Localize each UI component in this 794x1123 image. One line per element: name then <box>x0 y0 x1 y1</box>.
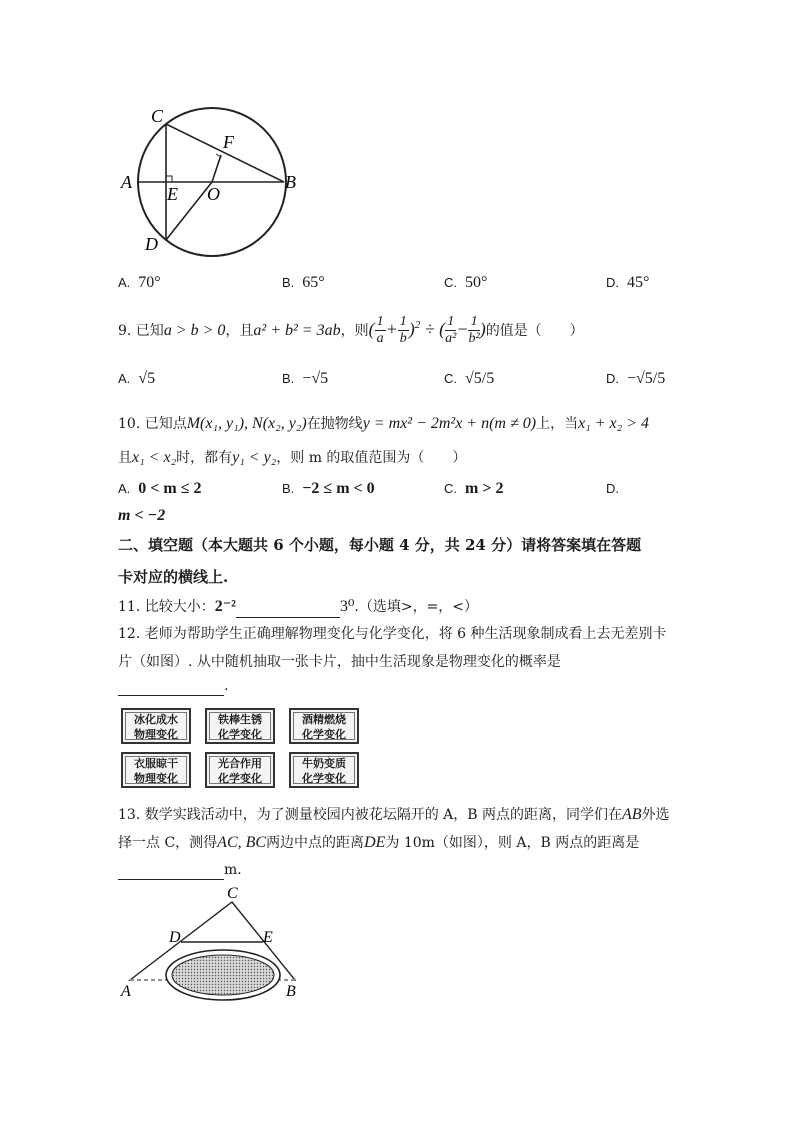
tri-label-C: C <box>227 885 238 902</box>
label-O: O <box>207 184 220 204</box>
q9-option-b: −√5 <box>302 370 329 387</box>
section-heading-cont: 卡对应的横线上. <box>118 568 229 586</box>
tri-label-D: D <box>169 929 181 946</box>
label-D: D <box>145 234 158 254</box>
q12-line2: 片（如图）. 从中随机抽取一张卡片，抽中生活现象是物理变化的概率是 <box>118 654 561 670</box>
q9-stem: 9. 已知a > b > 0，且a² + b² = 3ab，则( $\frac{1}{a}$ + $\frac{1}{b}$ )$^2$ ÷ ( $\frac{1}{\text{a²}}$ − $\frac{1}{\text{b²}}$ )的值是（ ） <box>118 314 584 347</box>
q9-option-c: √5/5 <box>465 370 495 387</box>
card-6: 牛奶变质 化学变化 <box>289 752 359 788</box>
q13-answer-blank[interactable] <box>118 863 224 880</box>
card-4: 衣服晾干 物理变化 <box>121 752 191 788</box>
q10-line2: 且x₁ < x₂时，都有y₁ < y₂，则 m 的取值范围为（ ） <box>118 449 467 466</box>
tri-label-B: B <box>286 983 296 1000</box>
q11-answer-blank[interactable] <box>236 603 340 618</box>
tri-label-A: A <box>121 983 131 1000</box>
q13-answer: m. <box>118 860 242 880</box>
label-A: A <box>121 172 132 192</box>
card-2: 铁棒生锈 化学变化 <box>205 708 275 744</box>
q9-options: A. √5 B. −√5 C. √5/5 D. −√5/5 <box>118 370 666 387</box>
card-3: 酒精燃烧 化学变化 <box>289 708 359 744</box>
q12-line1: 12. 老师为帮助学生正确理解物理变化与化学变化，将 6 种生活现象制成看上去无差别卡 <box>118 626 667 642</box>
circle-figure <box>115 100 315 260</box>
q11: 11. 比较大小：2⁻² 3⁰.（选填>，=，<） <box>118 596 478 618</box>
q9-option-a: √5 <box>138 370 156 387</box>
label-E: E <box>167 184 178 204</box>
q12-answer-blank[interactable] <box>118 679 224 696</box>
label-B: B <box>285 172 296 192</box>
q8-options: A. 70° B. 65° C. 50° D. 45° <box>118 274 650 291</box>
q12-answer: . <box>118 676 228 696</box>
q13-line1: 13. 数学实践活动中，为了测量校园内被花坛隔开的 A，B 两点的距离，同学们在AB外选 <box>118 806 670 823</box>
q13-line2: 择一点 C，测得AC, BC两边中点的距离DE为 10m（如图），则 A，B 两点的距离是 <box>118 834 640 851</box>
card-5: 光合作用 化学变化 <box>205 752 275 788</box>
section-heading: 二、填空题（本大题共 6 个小题，每小题 4 分，共 24 分）请将答案填在答题 <box>118 536 642 554</box>
q10-line1: 10. 已知点M(x₁, y₁), N(x₂, y₂)在抛物线y = mx² − 2m²x + n(m ≠ 0)上，当x₁ + x₂ > 4 <box>118 415 649 432</box>
q10-options: A. 0 < m ≤ 2 B. −2 ≤ m < 0 C. m > 2 D. <box>118 480 619 497</box>
q9-option-d: −√5/5 <box>627 370 666 387</box>
q9-expression: ( $\frac{1}{a}$ + $\frac{1}{b}$ )$^2$ ÷ ( $\frac{1}{\text{a²}}$ − $\frac{1}{\text{b²}}$ ) <box>368 314 486 347</box>
card-1: 冰化成水 物理变化 <box>121 708 191 744</box>
label-C: C <box>151 106 164 126</box>
label-F: F <box>223 132 234 152</box>
q10-option-d-value: m < −2 <box>118 507 166 524</box>
triangle-figure <box>115 884 315 1004</box>
tri-label-E: E <box>263 929 273 946</box>
